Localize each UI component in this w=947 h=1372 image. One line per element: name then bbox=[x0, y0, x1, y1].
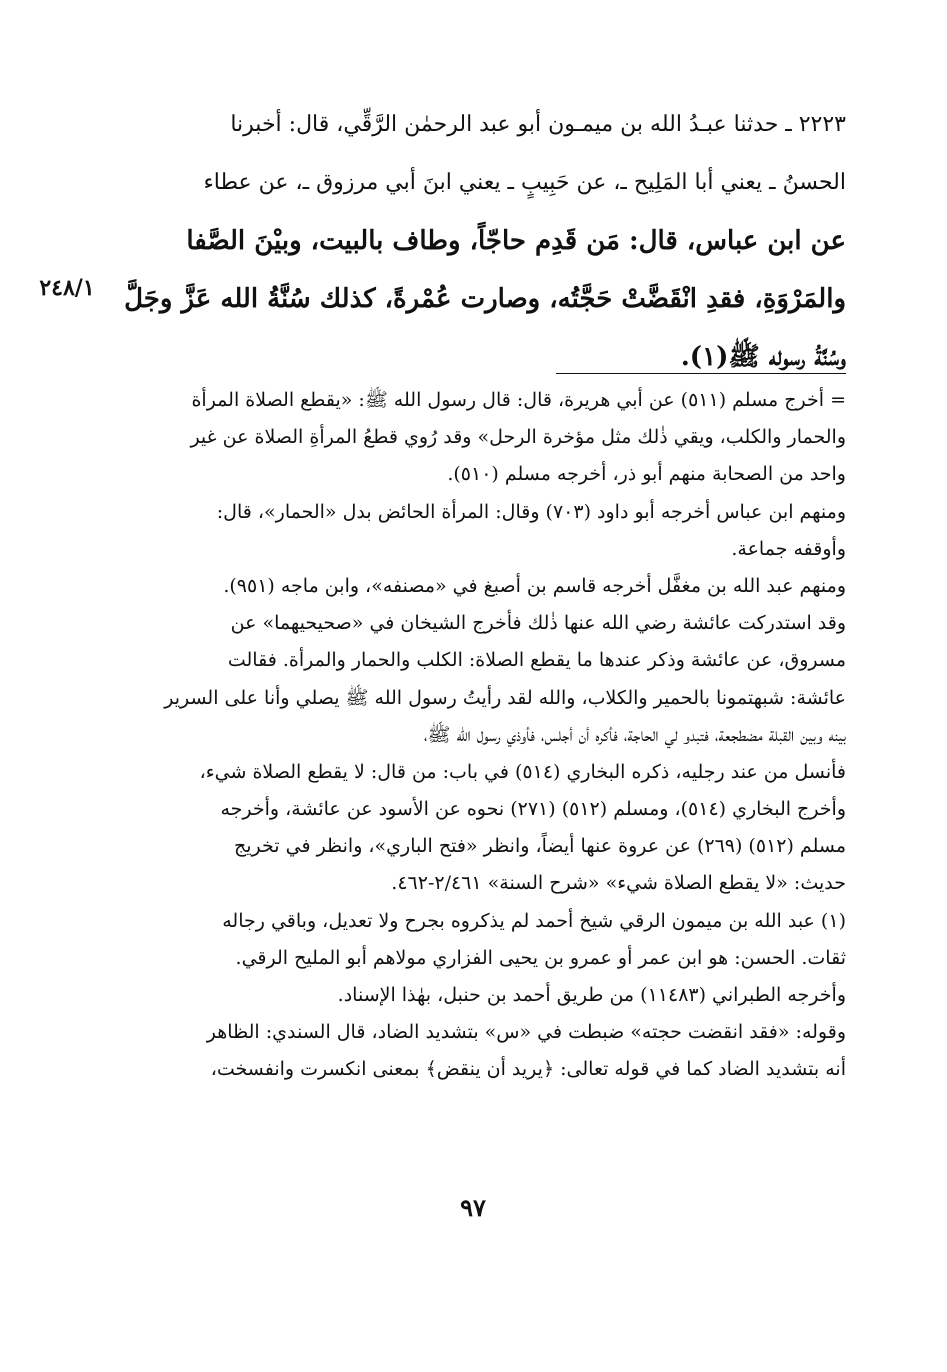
footnote-line: أنه بتشديد الضاد كما في قوله تعالى: ﴿يريد أن ينقض﴾ بمعنى انكسرت وانفسخت، bbox=[210, 1058, 846, 1081]
footnote-line: حديث: «لا يقطع الصلاة شيء» «شرح السنة» ٢/٤٦١-٤٦٢. bbox=[391, 872, 846, 895]
footnotes-block bbox=[118, 382, 846, 1089]
hadith-isnad-line: ٢٢٢٣ ـ حدثنا عبـدُ الله بن ميمـون أبو عبد الرحمٰن الرَّقِّي، قال: أخبرنا bbox=[230, 112, 846, 137]
footnote-line: ومنهم عبد الله بن مغفَّل أخرجه قاسم بن أصبغ في «مصنفه»، وابن ماجه (٩٥١). bbox=[223, 574, 846, 597]
hadith-matn-line: وسُنَّةُ رسوله ﷺ(١). bbox=[680, 342, 846, 372]
footnote-line: واحد من الصحابة منهم أبو ذر، أخرجه مسلم (٥١٠). bbox=[447, 463, 846, 486]
footnote-line: = أخرج مسلم (٥١١) عن أبي هريرة، قال: قال رسول الله ﷺ: «يقطع الصلاة المرأة bbox=[191, 389, 846, 411]
hadith-block bbox=[118, 96, 846, 386]
footnote-line: وقد استدركت عائشة رضي الله عنها ذٰلك فأخرج الشيخان في «صحيحيهما» عن bbox=[230, 612, 846, 635]
footnote-line: بينه وبين القبلة مضطجعة، فتبدو لي الحاجة، فأكره أن أجلس، فأوذي رسول الله ﷺ، bbox=[423, 723, 846, 746]
page-number: ٩٧ bbox=[460, 1193, 486, 1222]
margin-volume-page-reference: ٢٤٨/١ bbox=[39, 275, 95, 301]
hadith-matn-line: عن ابن عباس، قال: مَن قَدِم حاجّاً، وطاف بالبيت، وبيْنَ الصَّفا bbox=[186, 226, 846, 256]
footnote-line: عائشة: شبهتمونا بالحمير والكلاب، والله لقد رأيتُ رسول الله ﷺ يصلي وأنا على السرير bbox=[164, 686, 846, 709]
footnote-line: (١) عبد الله بن ميمون الرقي شيخ أحمد لم يذكروه بجرح ولا تعديل، وباقي رجاله bbox=[222, 909, 846, 932]
footnote-line: وقوله: «فقد انقضت حجته» ضبطت في «س» بتشديد الضاد، قال السندي: الظاهر bbox=[206, 1021, 846, 1044]
footnote-line: والحمار والكلب، ويقي ذٰلك مثل مؤخرة الرحل» وقد رُوي قطعُ المرأةِ الصلاة عن غير bbox=[190, 426, 846, 449]
footnote-line: ومنهم ابن عباس أخرجه أبو داود (٧٠٣) وقال: المرأة الحائض بدل «الحمار»، قال: bbox=[216, 500, 846, 523]
footnote-line: وأوقفه جماعة. bbox=[731, 537, 846, 560]
footnote-line: مسلم (٥١٢) (٢٦٩) عن عروة عنها أيضاً، وانظر «فتح الباري»، وانظر في تخريج bbox=[233, 835, 846, 858]
footnote-line: مسروق، عن عائشة وذكر عندها ما يقطع الصلاة: الكلب والحمار والمرأة. فقالت bbox=[227, 649, 846, 672]
footnote-line: فأنسل من عند رجليه، ذكره البخاري (٥١٤) في باب: من قال: لا يقطع الصلاة شيء، bbox=[199, 760, 846, 783]
footnote-line: وأخرجه الطبراني (١١٤٨٣) من طريق أحمد بن حنبل، بهٰذا الإسناد. bbox=[337, 984, 846, 1006]
footnote-line: ثقات. الحسن: هو ابن عمر أو عمرو بن يحيى الفزاري مولاهم أبو المليح الرقي. bbox=[235, 946, 846, 969]
hadith-matn-line: والمَرْوَةِ، فقدِ انْقَضَّتْ حَجَّتُه، وصارت عُمْرةً، كذلك سُنَّةُ الله عَزَّ وجَلَّ bbox=[124, 284, 846, 314]
footnote-line: وأخرج البخاري (٥١٤)، ومسلم (٥١٢) (٢٧١) نحوه عن الأسود عن عائشة، وأخرجه bbox=[220, 798, 846, 821]
hadith-isnad-line: الحسنُ ـ يعني أبا المَلِيح ـ، عن حَبِيبٍ ـ يعني ابنَ أبي مرزوق ـ، عن عطاء bbox=[203, 170, 846, 195]
footnote-separator bbox=[556, 373, 846, 374]
